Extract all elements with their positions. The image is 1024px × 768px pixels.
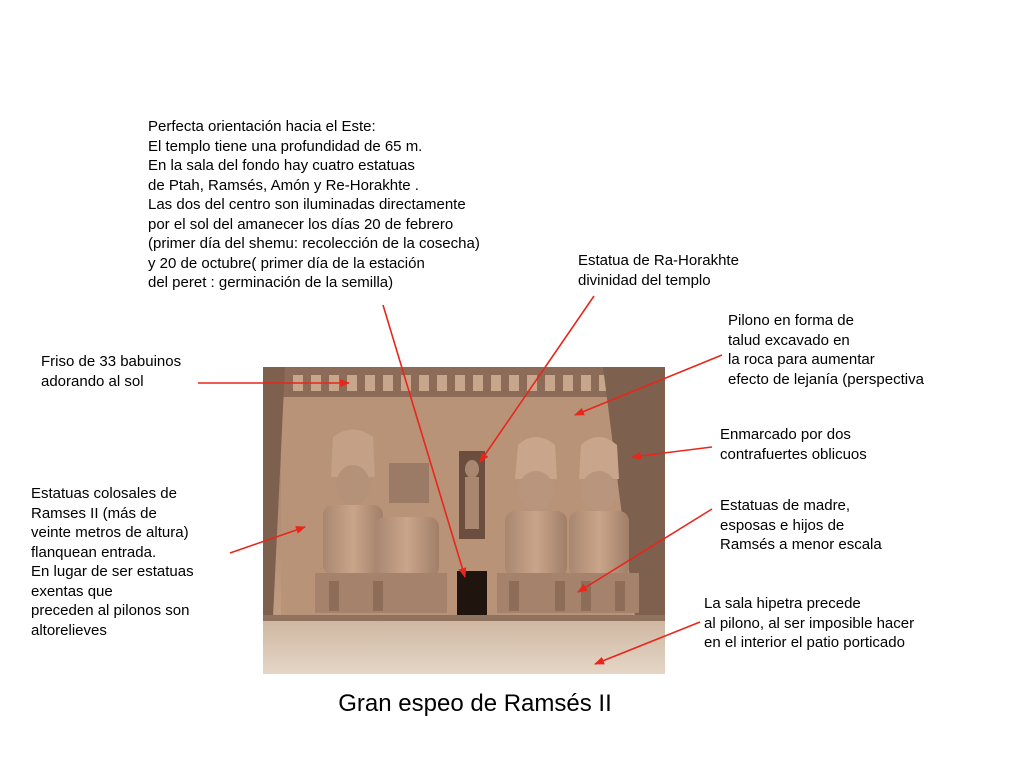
annotation-line: al pilono, al ser imposible hacer (704, 614, 915, 632)
annotation-line: El templo tiene una profundidad de 65 m. (148, 137, 423, 155)
annotation-line: Las dos del centro son iluminadas directamente (148, 196, 466, 213)
annotation-line: esposas e hijos de (720, 516, 845, 534)
annotation-line: Pilono en forma de (728, 312, 854, 329)
annotation-line: exentas que (31, 582, 113, 600)
annotation-line: Perfecta orientación hacia el Este: (148, 118, 376, 135)
arrow-colossi (230, 527, 305, 553)
annotation-line: de Ptah, Ramsés, Amón y Re-Horakhte . (148, 176, 419, 194)
annotation-line: por el sol del amanecer los días 20 de febrero (148, 215, 454, 233)
annotation-line: flanquean entrada. (31, 543, 157, 561)
annotation-line: Enmarcado por dos (720, 426, 851, 443)
annotation-line: veinte metros de altura) (31, 524, 189, 541)
annotation-line: adorando al sol (41, 372, 144, 390)
arrow-ra-horakhte (480, 296, 594, 462)
annotation-line: La sala hipetra precede (704, 595, 861, 612)
annotation-line: Friso de 33 babuinos (41, 353, 182, 370)
annotation-line: en el interior el patio porticado (704, 634, 905, 651)
annotation-line: preceden al pilonos son (31, 602, 190, 619)
arrow-orientation (383, 305, 465, 577)
annotation-line: En la sala del fondo hay cuatro estatuas (148, 157, 415, 174)
annotation-line: la roca para aumentar (728, 351, 875, 368)
arrow-family (578, 509, 712, 592)
annotation-line: Estatua de Ra-Horakhte (578, 252, 739, 269)
annotation-line: Estatuas de madre, (720, 497, 851, 514)
arrow-buttresses (632, 447, 712, 457)
annotation-line: efecto de lejanía (perspectiva (728, 370, 924, 388)
annotation-line: del peret : germinación de la semilla) (148, 274, 394, 291)
annotation-line: altorelieves (31, 621, 107, 639)
annotation-line: (primer día del shemu: recolección de la cosecha) (148, 235, 480, 252)
slide-caption: Gran espeo de Ramsés II (338, 690, 612, 717)
annotation-line: y 20 de octubre( primer día de la estación (148, 254, 425, 272)
annotation-line: Ramses II (más de (31, 504, 157, 522)
annotation-line: divinidad del templo (578, 271, 711, 289)
annotation-line: contrafuertes oblicuos (720, 445, 867, 463)
annotation-line: Estatuas colosales de (31, 485, 177, 502)
arrow-pylon (575, 355, 722, 415)
arrow-hypethral (595, 622, 700, 664)
annotation-line: talud excavado en (728, 331, 850, 349)
annotation-line: En lugar de ser estatuas (31, 563, 194, 580)
annotation-line: Ramsés a menor escala (720, 536, 882, 553)
